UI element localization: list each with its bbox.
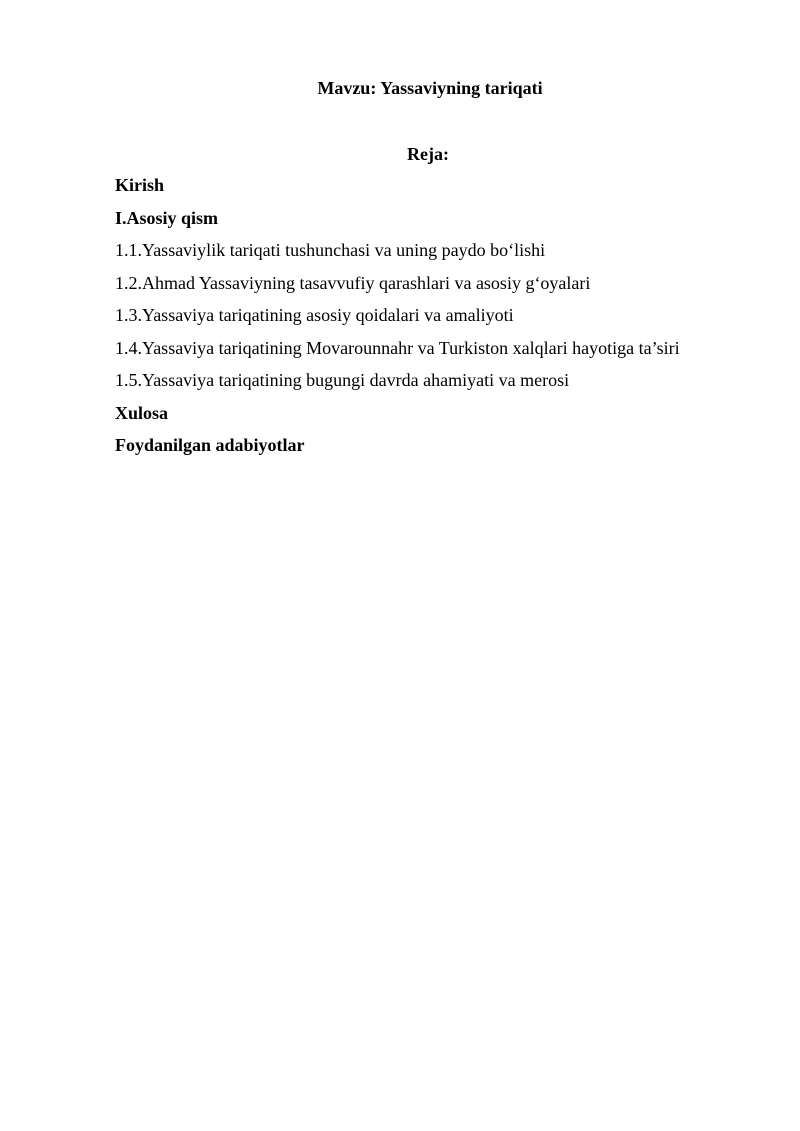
toc-item-1-5: 1.5.Yassaviya tariqatining bugungi davrda ahamiyati va merosi: [115, 370, 570, 390]
table-of-contents: [115, 174, 785, 467]
toc-item-asosiy-qism: I.Asosiy qism: [115, 207, 219, 228]
toc-item-1-4: 1.4.Yassaviya tariqatining Movarounnahr va Turkiston xalqlari hayotiga ta’siri: [115, 337, 680, 358]
toc-item-1-1: 1.1.Yassaviylik tariqati tushunchasi va uning paydo bo‘lishi: [115, 240, 546, 260]
toc-item-1-2: 1.2.Ahmad Yassaviyning tasavvufiy qarashlari va asosiy g‘oyalari: [115, 272, 591, 293]
document-title: Mavzu: Yassaviyning tariqati: [317, 78, 543, 98]
toc-item-adabiyotlar: Foydanilgan adabiyotlar: [115, 435, 305, 455]
toc-item-xulosa: Xulosa: [115, 402, 169, 423]
plan-heading: Reja:: [407, 144, 449, 164]
toc-item-1-3: 1.3.Yassaviya tariqatining asosiy qoidalari va amaliyoti: [115, 305, 514, 325]
toc-item-kirish: Kirish: [115, 175, 165, 195]
